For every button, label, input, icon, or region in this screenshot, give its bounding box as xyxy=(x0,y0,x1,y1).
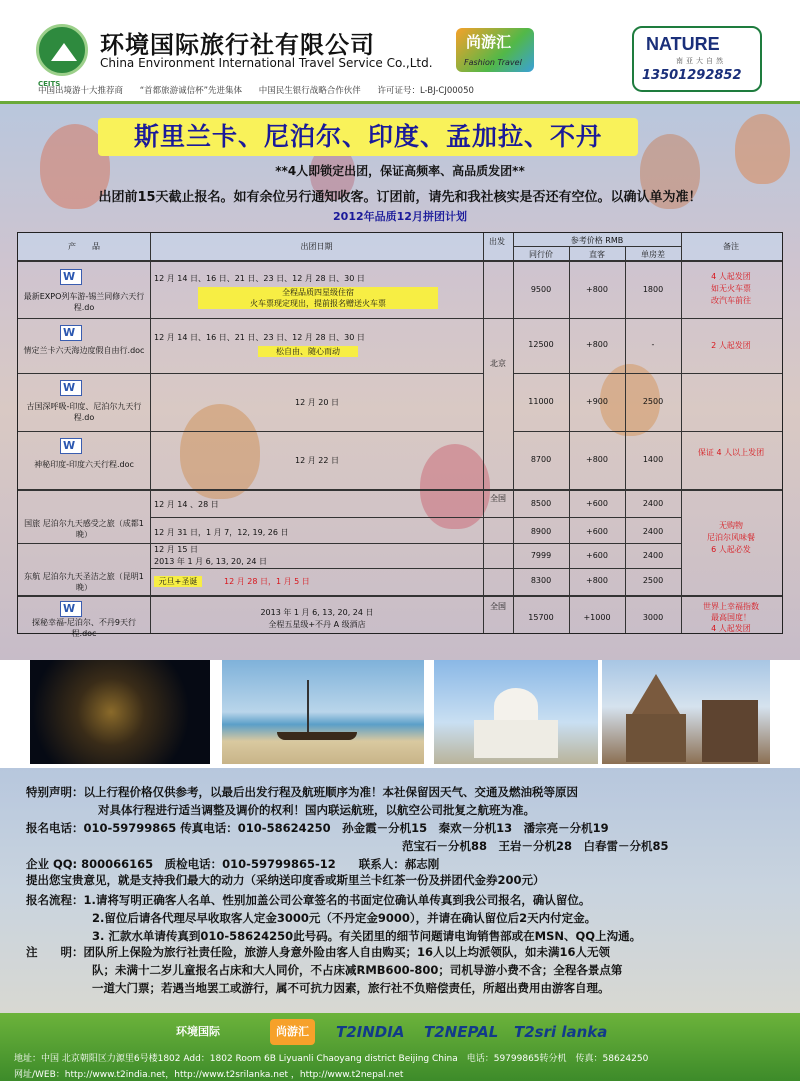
footer-brand-fashion: 尚游汇 xyxy=(270,1019,315,1045)
ceits-logo xyxy=(36,24,88,76)
tour-table xyxy=(17,232,783,638)
header-price-group: 参考价格 RMB xyxy=(570,236,624,245)
plan-title: 2012年品质12月拼团计划 xyxy=(333,210,467,223)
temple-artifact-photo xyxy=(30,660,210,764)
price-single: 2400 xyxy=(642,527,664,536)
price-direct: +600 xyxy=(586,527,608,536)
tag: “首都旅游诚信杯”先进集体 xyxy=(139,86,243,96)
photo-strip xyxy=(0,660,800,768)
product-name[interactable]: 东航 尼泊尔九天圣洁之旅（昆明1晚） xyxy=(24,572,144,592)
company-name-en: China Environment International Travel Service Co.,Ltd. xyxy=(100,56,433,70)
taj-mahal-photo xyxy=(434,660,598,764)
product-name[interactable]: 最新EXPO列车游-锡兰同修六天行程.do xyxy=(23,292,145,312)
subtitle-deadline: 出团前15天截止报名。如有余位另行通知收客。订团前，请先和我社核实是否还有空位。以确认单为准！ xyxy=(98,190,702,205)
tour-dates: 12 月 14 日、16 日、21 日、23 日、12 月 28 日、30 日 xyxy=(154,274,365,283)
word-doc-icon[interactable] xyxy=(60,269,82,285)
price-direct: +800 xyxy=(586,285,608,294)
tour-dates: 12 月 28 日，1 月 5 日 xyxy=(224,577,310,586)
product-name[interactable]: 探秘幸福-尼泊尔、不丹9天行程.doc xyxy=(32,618,136,638)
price-single: 2400 xyxy=(642,551,664,560)
company-name-cn: 环境国际旅行社有限公司 xyxy=(100,31,375,59)
note-line: 特别声明：以上行程价格仅供参考，以最后出发行程及航班顺序为准！本社保留因天气、交通及燃油税等原因 xyxy=(26,785,578,799)
product-name[interactable]: 国旅 尼泊尔九天感受之旅（成都1晚） xyxy=(24,519,144,539)
row-notes: 世界上幸福指数 最高国度！ 4 人起发团 xyxy=(703,602,759,633)
price-single: 2400 xyxy=(642,499,664,508)
price-peer: 8700 xyxy=(530,455,552,464)
nepal-notes: 无购物 尼泊尔风味餐 6 人起必发 xyxy=(707,521,755,554)
footer-brand-ceits: 环境国际 xyxy=(176,1025,220,1038)
header-single: 单房差 xyxy=(641,250,665,259)
footer-brand-t2nepal: T2NEPAL xyxy=(424,1023,499,1041)
price-direct: +800 xyxy=(586,340,608,349)
price-single: 1800 xyxy=(642,285,664,294)
note-contact: 范宝石－分机88 王岩－分机28 白春雷－分机85 xyxy=(402,839,669,853)
price-single: - xyxy=(651,340,655,349)
footer-brand-t2india: T2INDIA xyxy=(336,1023,405,1041)
price-peer: 11000 xyxy=(528,397,554,406)
price-direct: +600 xyxy=(586,551,608,560)
website-links[interactable]: 网址/WEB：http://www.t2india.net，http://www.t2srilanka.net ，http://www.t2nepal.net xyxy=(14,1070,404,1080)
price-direct: +600 xyxy=(586,499,608,508)
note-contact: 企业 QQ: 800066165 质检电话：010-59799865-12 联系人：郝志刚 xyxy=(26,857,440,871)
price-direct: +900 xyxy=(586,397,608,406)
header-notes: 备注 xyxy=(723,242,739,251)
price-peer: 8300 xyxy=(530,576,552,585)
note-line: 注 明：团队所上保险为旅行社责任险，旅游人身意外险由客人自由购买；16人以上均派领队，如未满16人无领 xyxy=(26,945,611,959)
row-notes: 4 人起发团 如无火车票 改汽车前往 xyxy=(711,272,751,305)
nature-title: NATURE xyxy=(646,34,720,54)
header-direct: 直客 xyxy=(589,250,605,259)
address: 地址：中国 北京朝阳区力源里6号楼1802 Add：1802 Room 6B Liyuanli Chaoyang district Beijing China 电话：59799865转分机 传真：58624250 xyxy=(14,1054,649,1064)
holiday-highlight: 元旦+圣诞 xyxy=(154,576,202,587)
hotline-phone: 13501292852 xyxy=(642,68,742,83)
highlight-text: 全程品质四星级住宿 火车票现定现出，提前报名赠送火车票 xyxy=(198,287,438,309)
header xyxy=(0,0,800,104)
depart-city: 全国 xyxy=(490,494,506,503)
note-line: 一道大门票；若遇当地罢工或游行，属不可抗力因素，旅行社不负赔偿责任，所超出费用由游客自理。 xyxy=(92,981,610,995)
tour-dates: 12 月 14 日、16 日、21 日、23 日、12 月 28 日、30 日 xyxy=(154,333,365,342)
header-depart: 出发 xyxy=(489,237,505,246)
tour-dates: 12 月 31 日，1 月 7，12, 19, 26 日 xyxy=(154,528,289,537)
notes-section xyxy=(0,768,800,1013)
note-line: 报名流程：1.请将写明正确客人名单、性别加盖公司公章签名的书面定位确认单传真到我公司报名，确认留位。 xyxy=(26,893,591,907)
note-line: 2.留位后请各代理尽早收取客人定金3000元（不丹定金9000），并请在确认留位后2天内付定金。 xyxy=(92,911,597,925)
header-dates: 出团日期 xyxy=(300,242,333,251)
price-peer: 12500 xyxy=(528,340,554,349)
row-notes: 保证 4 人以上发团 xyxy=(697,448,765,457)
note-line: 对具体行程进行适当调整及调价的权利！国内联运航班，以航空公司批复之航班为准。 xyxy=(98,803,535,817)
price-single: 2500 xyxy=(642,576,664,585)
product-name[interactable]: 古国深呼吸-印度、尼泊尔九天行程.do xyxy=(26,402,142,422)
nepal-temple-photo xyxy=(602,660,770,764)
price-peer: 8900 xyxy=(530,527,552,536)
tag: 许可证号：L-BJ-CJ00050 xyxy=(377,86,474,96)
product-name[interactable]: 情定兰卡六天海边度假自由行.doc xyxy=(23,346,145,355)
price-peer: 15700 xyxy=(528,613,554,622)
price-direct: +800 xyxy=(586,455,608,464)
tag: 中国出境游十大推荐商 xyxy=(38,86,124,96)
footer-brand-t2srilanka: T2sri lanka xyxy=(514,1023,608,1041)
highlight-text: 松自由、随心而动 xyxy=(258,346,358,357)
word-doc-icon[interactable] xyxy=(60,438,82,454)
price-peer: 8500 xyxy=(530,499,552,508)
nature-badge xyxy=(632,26,762,92)
fashion-travel-logo: 尚游汇 Fashion Travel xyxy=(456,28,534,72)
tour-dates: 12 月 22 日 xyxy=(295,456,339,465)
price-direct: +1000 xyxy=(583,613,611,622)
page-title: 斯里兰卡、尼泊尔、印度、孟加拉、不丹 xyxy=(98,118,638,156)
price-single: 3000 xyxy=(642,613,664,622)
tour-dates: 2013 年 1 月 6, 13, 20, 24 日 全程五星级+不丹 A 级酒店 xyxy=(260,608,374,629)
tag: 中国民生银行战略合作伙伴 xyxy=(258,86,361,96)
logo-text: CEITS xyxy=(38,80,61,88)
note-line: 队；未满十二岁儿童报名占床和大人同价，不占床减RMB600-800；司机导游小费不含；全程各景点第 xyxy=(92,963,623,977)
depart-city: 北京 xyxy=(490,359,506,368)
word-doc-icon[interactable] xyxy=(60,601,82,617)
honor-tags xyxy=(38,84,488,96)
beach-boat-photo xyxy=(222,660,424,764)
nature-subtitle: 南亚大自然 xyxy=(676,57,726,65)
tour-dates: 12 月 14 、28 日 xyxy=(154,500,219,509)
product-name[interactable]: 神秘印度-印度六天行程.doc xyxy=(34,460,134,469)
note-line: 提出您宝贵意见，就是支持我们最大的动力（采纳送印度香或斯里兰卡红茶一份及拼团代金券200元） xyxy=(26,873,545,887)
word-doc-icon[interactable] xyxy=(60,325,82,341)
tour-dates: 12 月 15 日 2013 年 1 月 6, 13, 20, 24 日 xyxy=(154,545,268,566)
price-peer: 7999 xyxy=(530,551,552,560)
word-doc-icon[interactable] xyxy=(60,380,82,396)
row-notes: 2 人起发团 xyxy=(711,341,751,350)
note-line: 3. 汇款水单请传真到010-58624250此号码。有关团里的细节问题请电询销售部或在MSN、QQ上沟通。 xyxy=(92,929,642,943)
price-peer: 9500 xyxy=(530,285,552,294)
depart-city: 全国 xyxy=(490,602,506,611)
price-single: 2500 xyxy=(642,397,664,406)
header-product: 产 品 xyxy=(68,242,100,251)
price-direct: +800 xyxy=(586,576,608,585)
price-single: 1400 xyxy=(642,455,664,464)
subtitle-guarantee: **4人即锁定出团，保证高频率、高品质发团** xyxy=(275,164,525,178)
footer xyxy=(0,1013,800,1081)
tour-dates: 12 月 20 日 xyxy=(295,398,339,407)
note-contact: 报名电话：010-59799865 传真电话：010-58624250 孙金霞－分机15 秦欢－分机13 潘宗亮－分机19 xyxy=(26,821,609,835)
header-peer: 同行价 xyxy=(529,250,553,259)
